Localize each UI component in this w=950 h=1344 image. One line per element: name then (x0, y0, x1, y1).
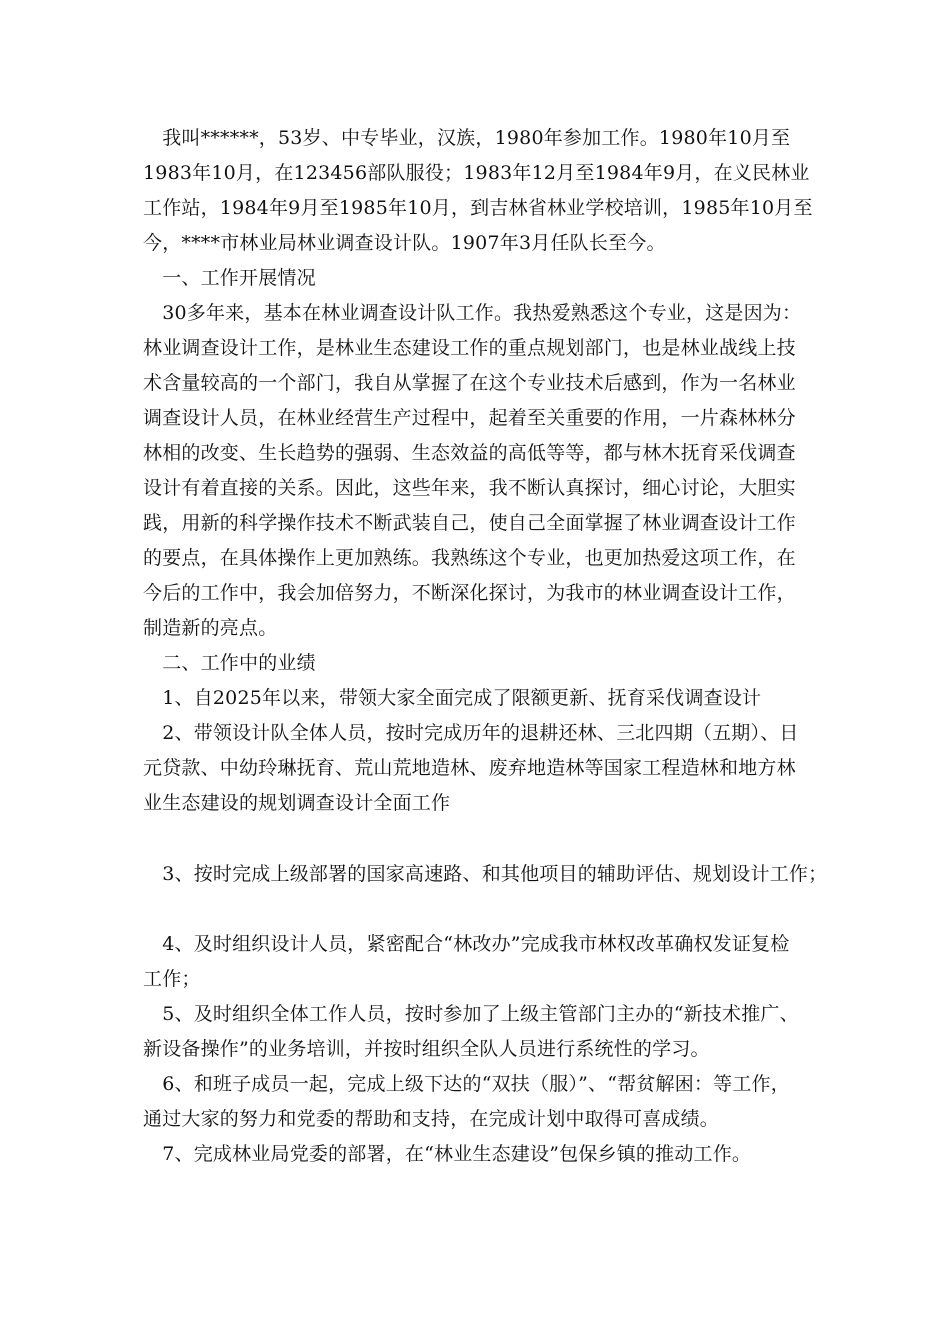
achievement-item-2-line-3: 业生态建设的规划调查设计全面工作 (143, 792, 451, 814)
paragraph-line-7: 践，用新的科学操作技术不断武装自己，使自己全面掌握了林业调查设计工作 (143, 512, 796, 534)
paragraph-line-8: 的要点，在具体操作上更加熟练。我熟练这个专业，也更加热爱这项工作，在 (143, 547, 796, 569)
achievement-item-5-line-1: 5、及时组织全体工作人员，按时参加了上级主管部门主办的“新技术推广、 (143, 1003, 799, 1025)
achievement-item-3: 3、按时完成上级部署的国家高速路、和其他项目的辅助评估、规划设计工作； (143, 863, 828, 885)
section-heading-2: 二、工作中的业绩 (143, 652, 316, 674)
paragraph-line-4: 调查设计人员，在林业经营生产过程中，起着至关重要的作用，一片森林林分 (143, 407, 796, 429)
achievement-item-6-line-2: 通过大家的努力和党委的帮助和支持，在完成计划中取得可喜成绩。 (143, 1108, 720, 1130)
intro-line-1: 我叫******，53岁、中专毕业，汉族，1980年参加工作。1980年10月至 (143, 127, 791, 149)
intro-line-3: 工作站，1984年9月至1985年10月，到吉林省林业学校培训，1985年10月至 (143, 197, 813, 219)
paragraph-line-1: 30多年来，基本在林业调查设计队工作。我热爱熟悉这个专业，这是因为： (143, 302, 802, 324)
intro-line-2: 1983年10月，在123456部队服役；1983年12月至1984年9月，在义民林业 (143, 162, 810, 184)
achievement-item-6-line-1: 6、和班子成员一起，完成上级下达的“双扶（服）”、“帮贫解困：等工作， (143, 1073, 790, 1095)
achievement-item-2-line-1: 2、带领设计队全体人员，按时完成历年的退耕还林、三北四期（五期）、日 (143, 722, 799, 744)
paragraph-line-9: 今后的工作中，我会加倍努力，不断深化探讨，为我市的林业调查设计工作， (143, 582, 796, 604)
paragraph-line-10: 制造新的亮点。 (143, 617, 278, 639)
intro-line-4: 今，****市林业局林业调查设计队。1907年3月任队长至今。 (143, 232, 666, 254)
achievement-item-4-line-2: 工作； (143, 968, 201, 990)
paragraph-line-6: 设计有着直接的关系。因此，这些年来，我不断认真探讨，细心讨论，大胆实 (143, 477, 796, 499)
achievement-item-2-line-2: 元贷款、中幼玲琳抚育、荒山荒地造林、废弃地造林等国家工程造林和地方林 (143, 757, 796, 779)
achievement-item-1: 1、自2025年以来，带领大家全面完成了限额更新、抚育采伐调查设计 (143, 687, 762, 709)
paragraph-line-5: 林相的改变、生长趋势的强弱、生态效益的高低等等，都与林木抚育采伐调查 (143, 442, 796, 464)
paragraph-line-3: 术含量较高的一个部门，我自从掌握了在这个专业技术后感到，作为一名林业 (143, 372, 796, 394)
section-heading-1: 一、工作开展情况 (143, 267, 316, 289)
achievement-item-7: 7、完成林业局党委的部署，在“林业生态建设”包保乡镇的推动工作。 (143, 1143, 752, 1165)
achievement-item-5-line-2: 新设备操作”的业务培训，并按时组织全队人员进行系统性的学习。 (143, 1038, 710, 1060)
paragraph-line-2: 林业调查设计工作，是林业生态建设工作的重点规划部门，也是林业战线上技 (143, 337, 796, 359)
achievement-item-4-line-1: 4、及时组织设计人员，紧密配合“林改办”完成我市林权改革确权发证复检 (143, 933, 790, 955)
